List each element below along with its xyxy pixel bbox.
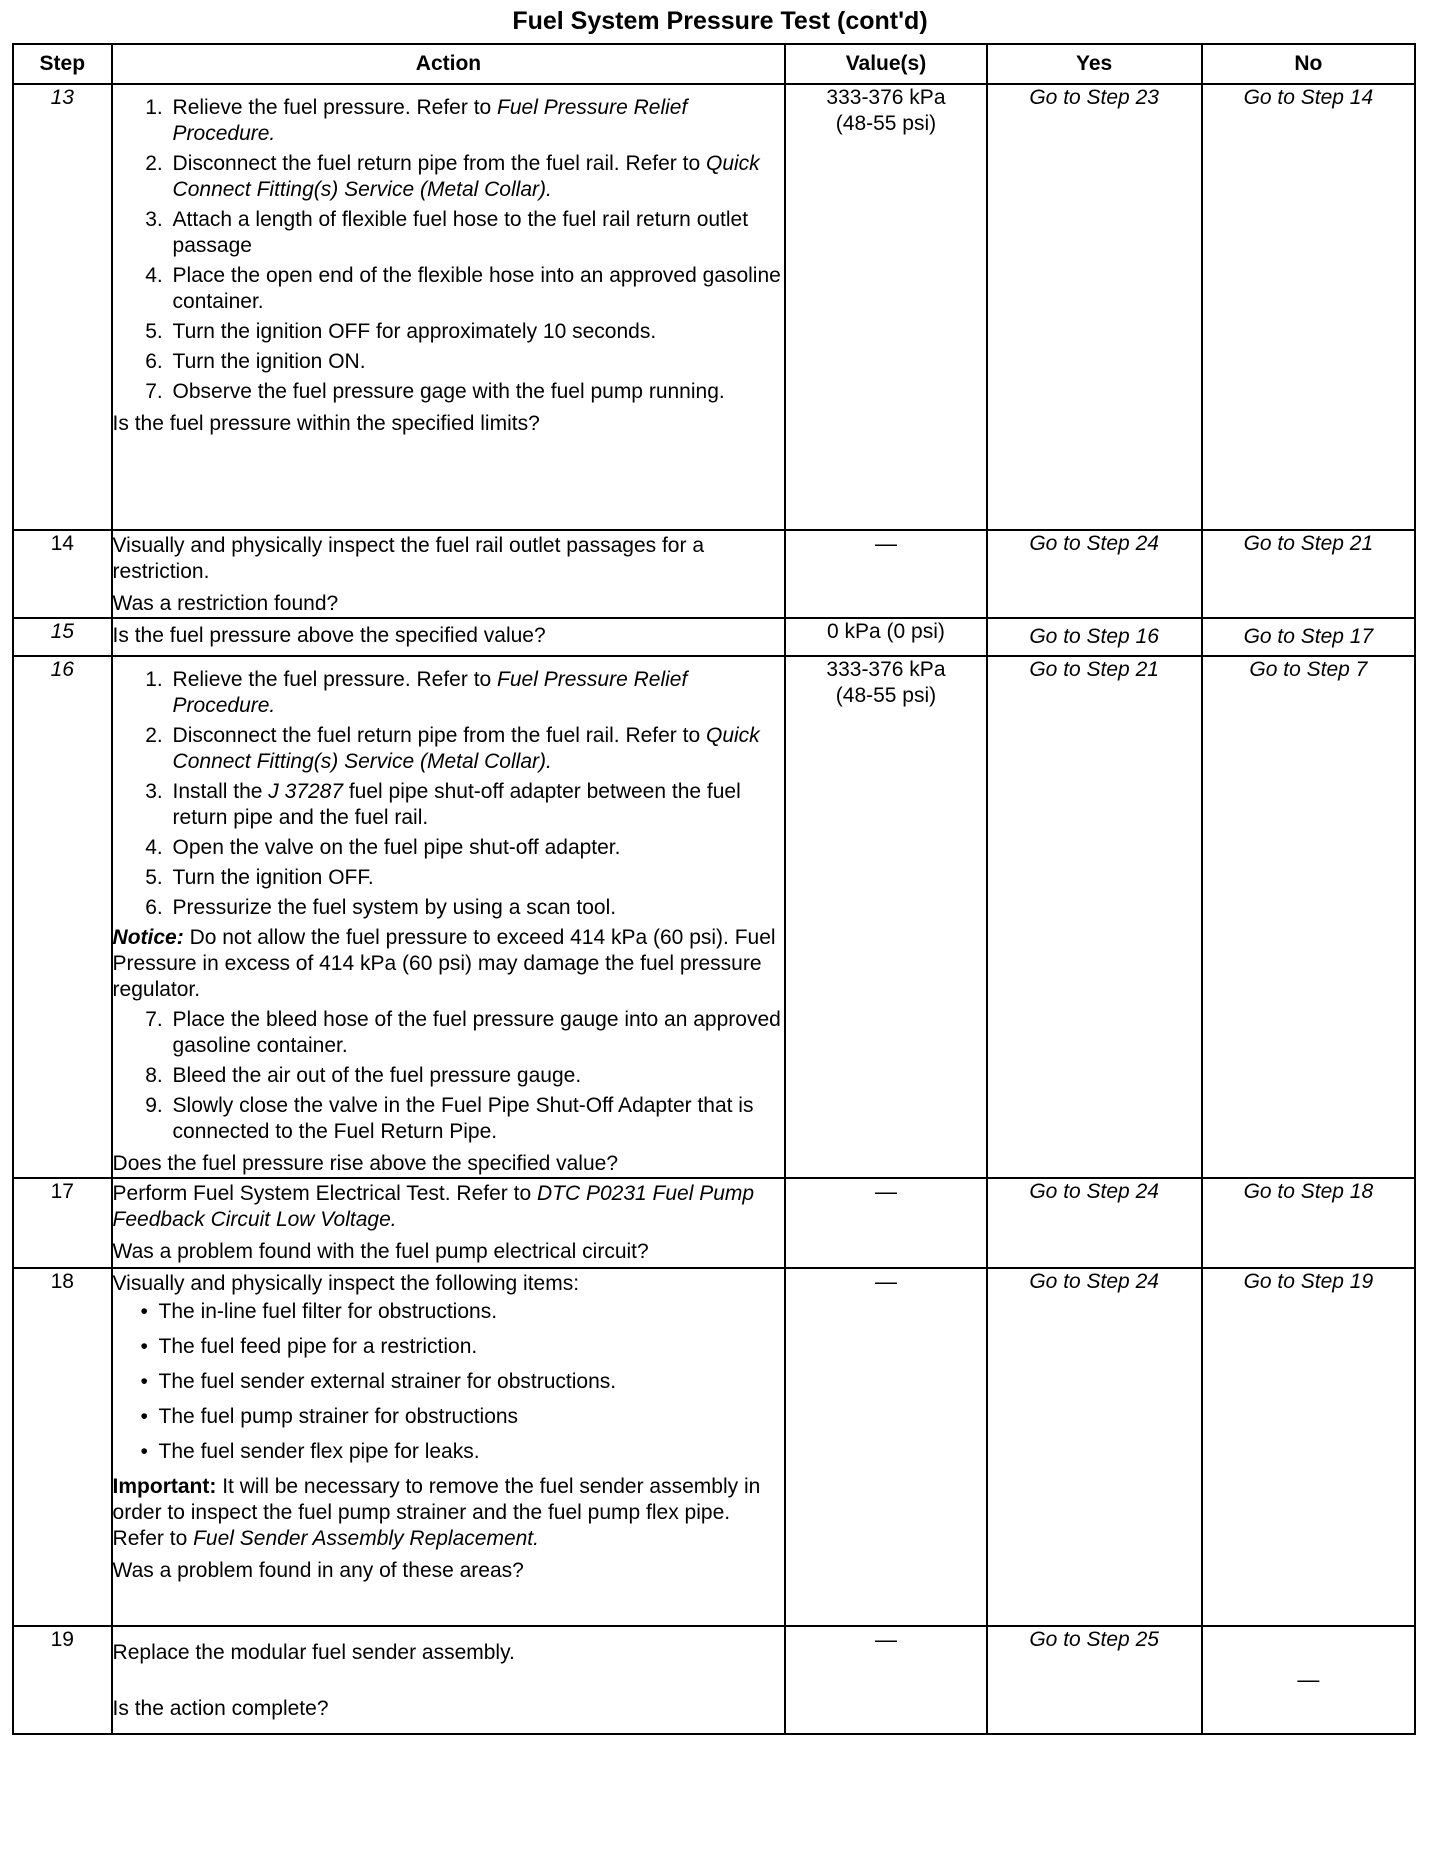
important-label: Important: bbox=[112, 1475, 217, 1498]
action-step: 7. Observe the fuel pressure gage with the fuel pump running. bbox=[169, 379, 785, 405]
action-text-main: Perform Fuel System Electrical Test. Refer to bbox=[112, 1182, 537, 1205]
yes-cell: Go to Step 25 bbox=[987, 1626, 1202, 1734]
step-number: 19 bbox=[13, 1626, 112, 1734]
step-number: 17 bbox=[13, 1178, 112, 1268]
action-step bbox=[169, 667, 785, 719]
no-cell: Go to Step 7 bbox=[1202, 656, 1415, 1178]
action-cell bbox=[112, 1268, 786, 1626]
action-steps bbox=[113, 95, 785, 405]
header-step: Step bbox=[13, 44, 112, 84]
notice-block bbox=[113, 925, 785, 1003]
step-text: Disconnect the fuel return pipe from the fuel rail. Refer to bbox=[172, 724, 706, 747]
yes-cell: Go to Step 24 bbox=[987, 1268, 1202, 1626]
procedure-reference: Fuel Pressure Relief Procedure. bbox=[172, 96, 688, 145]
yes-cell: Go to Step 24 bbox=[987, 530, 1202, 618]
action-text: Replace the modular fuel sender assembly. bbox=[112, 1641, 515, 1664]
value-kpa: 333-376 kPa bbox=[826, 86, 946, 109]
yes-cell: Go to Step 23 bbox=[987, 84, 1202, 530]
procedure-reference: Fuel Pressure Relief Procedure. bbox=[172, 668, 688, 717]
question-text: Is the fuel pressure above the specified value? bbox=[112, 624, 546, 647]
step-number: 14 bbox=[13, 530, 112, 618]
table-row bbox=[13, 618, 1415, 656]
value-cell: — bbox=[785, 1626, 986, 1734]
value-cell bbox=[785, 84, 986, 530]
notice-label: Notice: bbox=[112, 926, 184, 949]
table-row bbox=[13, 1178, 1415, 1268]
action-step: 5. Turn the ignition OFF. bbox=[169, 865, 785, 891]
value-kpa: 333-376 kPa bbox=[826, 658, 946, 681]
header-yes: Yes bbox=[987, 44, 1202, 84]
value-psi: (48-55 psi) bbox=[835, 112, 937, 135]
no-cell: Go to Step 14 bbox=[1202, 84, 1415, 530]
step-number: 15 bbox=[13, 618, 112, 656]
page-title: Fuel System Pressure Test (cont'd) bbox=[512, 7, 928, 35]
action-step: 4. Open the valve on the fuel pipe shut-off adapter. bbox=[169, 835, 785, 861]
value-cell: 0 kPa (0 psi) bbox=[785, 618, 986, 656]
table-row bbox=[13, 1268, 1415, 1626]
action-text bbox=[113, 1181, 785, 1233]
action-step bbox=[169, 151, 785, 203]
procedure-table-wrapper bbox=[12, 43, 1416, 1735]
action-step bbox=[169, 95, 785, 147]
step-number: 18 bbox=[13, 1268, 112, 1626]
action-step: 6. Turn the ignition ON. bbox=[169, 349, 785, 375]
action-step: 5. Turn the ignition OFF for approximately 10 seconds. bbox=[169, 319, 785, 345]
list-item: • The fuel pump strainer for obstructions bbox=[159, 1404, 785, 1430]
action-step: 8. Bleed the air out of the fuel pressure gauge. bbox=[169, 1063, 785, 1089]
no-cell: Go to Step 19 bbox=[1202, 1268, 1415, 1626]
table-row bbox=[13, 656, 1415, 1178]
action-step bbox=[169, 779, 785, 831]
inspection-list bbox=[113, 1299, 785, 1465]
question-text: Was a problem found with the fuel pump electrical circuit? bbox=[112, 1240, 649, 1263]
list-item: • The fuel feed pipe for a restriction. bbox=[159, 1334, 785, 1360]
yes-cell: Go to Step 21 bbox=[987, 656, 1202, 1178]
action-cell bbox=[112, 656, 786, 1178]
yes-cell: Go to Step 24 bbox=[987, 1178, 1202, 1268]
question-text: Is the fuel pressure within the specified limits? bbox=[112, 412, 540, 435]
question-text: Was a problem found in any of these areas? bbox=[112, 1559, 524, 1582]
action-step: 9. Slowly close the valve in the Fuel Pipe Shut-Off Adapter that is connected to the Fuel Return Pipe. bbox=[169, 1093, 785, 1145]
step-text: Relieve the fuel pressure. Refer to bbox=[172, 668, 498, 691]
step-text: Disconnect the fuel return pipe from the fuel rail. Refer to bbox=[172, 152, 706, 175]
no-cell: Go to Step 21 bbox=[1202, 530, 1415, 618]
action-cell bbox=[112, 84, 786, 530]
action-cell bbox=[112, 1626, 786, 1734]
list-item: • The in-line fuel filter for obstructions. bbox=[159, 1299, 785, 1325]
header-no: No bbox=[1202, 44, 1415, 84]
action-text: Visually and physically inspect the fuel rail outlet passages for a restriction. bbox=[112, 534, 704, 583]
value-cell: — bbox=[785, 530, 986, 618]
action-step: 7. Place the bleed hose of the fuel pressure gauge into an approved gasoline container. bbox=[169, 1007, 785, 1059]
action-cell bbox=[112, 618, 786, 656]
tool-reference: J 37287 bbox=[268, 780, 344, 803]
step-number: 16 bbox=[13, 656, 112, 1178]
action-cell bbox=[112, 1178, 786, 1268]
action-text: Visually and physically inspect the following items: bbox=[112, 1272, 580, 1295]
action-steps-continued bbox=[113, 1007, 785, 1145]
important-block bbox=[113, 1474, 785, 1552]
value-cell: — bbox=[785, 1178, 986, 1268]
table-row bbox=[13, 530, 1415, 618]
procedure-table bbox=[12, 43, 1416, 1735]
table-row bbox=[13, 84, 1415, 530]
value-cell: — bbox=[785, 1268, 986, 1626]
no-cell: — bbox=[1202, 1626, 1415, 1734]
procedure-reference: Fuel Sender Assembly Replacement. bbox=[193, 1527, 539, 1550]
question-text: Does the fuel pressure rise above the specified value? bbox=[112, 1152, 619, 1175]
important-text: It will be necessary to remove the fuel sender assembly in order to inspect the fuel pump strainer and the fuel pump flex pipe. Refer to bbox=[112, 1475, 761, 1550]
action-step: 6. Pressurize the fuel system by using a scan tool. bbox=[169, 895, 785, 921]
action-steps bbox=[113, 667, 785, 921]
step-number: 13 bbox=[13, 84, 112, 530]
header-row bbox=[13, 44, 1415, 84]
question-text: Was a restriction found? bbox=[112, 592, 339, 615]
table-row bbox=[13, 1626, 1415, 1734]
action-step bbox=[169, 723, 785, 775]
procedure-reference: Quick Connect Fitting(s) Service (Metal Collar). bbox=[172, 152, 760, 201]
step-text: Relieve the fuel pressure. Refer to bbox=[172, 96, 498, 119]
action-step: 4. Place the open end of the flexible hose into an approved gasoline container. bbox=[169, 263, 785, 315]
action-cell bbox=[112, 530, 786, 618]
header-action: Action bbox=[112, 44, 786, 84]
yes-cell: Go to Step 16 bbox=[987, 618, 1202, 656]
list-item: • The fuel sender flex pipe for leaks. bbox=[159, 1439, 785, 1465]
value-psi: (48-55 psi) bbox=[835, 684, 937, 707]
value-cell bbox=[785, 656, 986, 1178]
list-item: • The fuel sender external strainer for obstructions. bbox=[159, 1369, 785, 1395]
action-step: 3. Attach a length of flexible fuel hose to the fuel rail return outlet passage bbox=[169, 207, 785, 259]
question-text: Is the action complete? bbox=[112, 1697, 329, 1720]
dtc-reference: DTC P0231 Fuel Pump Feedback Circuit Low Voltage. bbox=[112, 1182, 755, 1231]
procedure-reference: Quick Connect Fitting(s) Service (Metal Collar). bbox=[172, 724, 760, 773]
step-text: Install the bbox=[172, 780, 269, 803]
step-text: fuel pipe shut-off adapter between the fuel return pipe and the fuel rail. bbox=[172, 780, 741, 829]
notice-text: Do not allow the fuel pressure to exceed 414 kPa (60 psi). Fuel Pressure in excess of 414 kPa (60 psi) may damage the fuel pressure regulator. bbox=[112, 926, 776, 1001]
header-values: Value(s) bbox=[785, 44, 986, 84]
no-cell: Go to Step 17 bbox=[1202, 618, 1415, 656]
no-cell: Go to Step 18 bbox=[1202, 1178, 1415, 1268]
